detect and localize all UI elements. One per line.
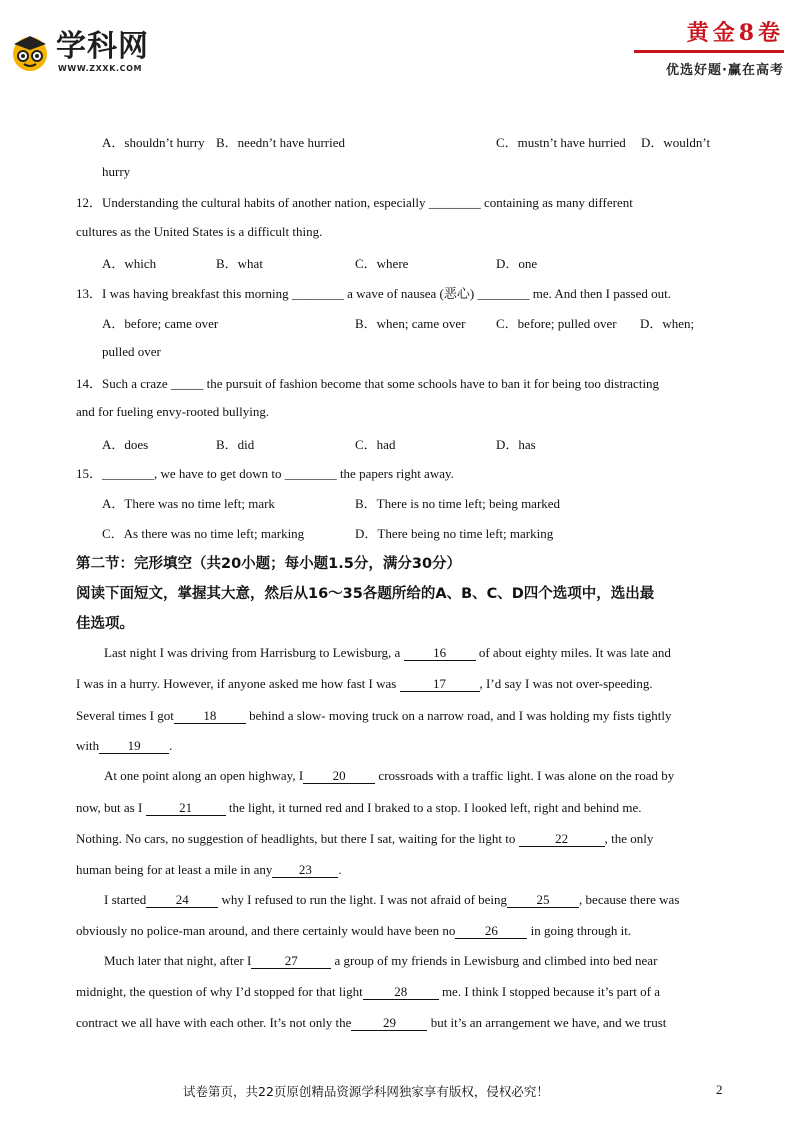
q11-option-d: D．wouldn’t <box>641 135 711 150</box>
blank-22: 22 <box>519 832 605 847</box>
passage-p2-line1: At one point along an open highway, I 20 crossroads with a traffic light. I was alone on the road by <box>104 768 675 783</box>
q11-option-d-cont: hurry <box>102 164 131 179</box>
blank-28: 28 <box>363 985 439 1000</box>
page-number: 2 <box>716 1082 723 1097</box>
q15-stem: 15．________, we have to get down to ________ the papers right away. <box>76 466 454 481</box>
q13-option-d-cont: pulled over <box>102 344 161 359</box>
blank-21: 21 <box>146 801 226 816</box>
blank-26: 26 <box>455 924 527 939</box>
q12-option-d: D．one <box>496 256 538 271</box>
q14-option-a: A．does <box>102 437 149 452</box>
q14-stem-line1: 14．Such a craze _____ the pursuit of fashion become that some schools have to ban it for being too distracting <box>76 376 660 391</box>
q12-option-c: C．where <box>355 256 409 271</box>
zxxk-logo <box>8 28 168 80</box>
q13-option-b: B．when; came over <box>355 316 466 331</box>
passage-p2-line2: now, but as I 21 the light, it turned red and I braked to a stop. I looked left, right and behind me. <box>76 800 642 815</box>
passage-p2-line4: human being for at least a mile in any 23 . <box>76 862 342 877</box>
q15-option-b: B．There is no time left; being marked <box>355 496 561 511</box>
footer-copyright: 试卷第页，共22页原创精品资源学科网独家享有版权，侵权必究！ <box>183 1084 549 1099</box>
passage-p2-line3: Nothing. No cars, no suggestion of headlights, but there I sat, waiting for the light to 22 , the only <box>76 831 654 846</box>
blank-19: 19 <box>99 739 169 754</box>
blank-23: 23 <box>272 863 338 878</box>
q12-option-b: B．what <box>216 256 263 271</box>
blank-27: 27 <box>251 954 331 969</box>
brand-title: 黄金8卷 <box>686 20 784 46</box>
passage-p4-line3: contract we all have with each other. It’s not only the 29 but it’s an arrangement we have, and we trust <box>76 1015 667 1030</box>
q13-option-a: A．before; came over <box>102 316 219 331</box>
q14-option-c: C．had <box>355 437 396 452</box>
brand-subtitle: 优选好题·赢在高考 <box>666 63 784 78</box>
passage-p4-line1: Much later that night, after I 27 a group of my friends in Lewisburg and climbed into bed near <box>104 953 658 968</box>
logo-text: 学科网 <box>56 29 149 64</box>
q11-option-a: A．shouldn’t hurry <box>102 135 205 150</box>
blank-17: 17 <box>400 677 480 692</box>
blank-29: 29 <box>351 1016 427 1031</box>
q15-option-a: A．There was no time left; mark <box>102 496 275 511</box>
blank-18: 18 <box>174 709 246 724</box>
passage-p4-line2: midnight, the question of why I’d stopped for that light 28 me. I think I stopped because it’s part of a <box>76 984 660 999</box>
q15-option-d: D．There being no time left; marking <box>355 526 554 541</box>
passage-p1-line4: with 19 . <box>76 738 173 753</box>
q15-option-c: C．As there was no time left; marking <box>102 526 305 541</box>
section2-instruction-line2: 佳选项。 <box>76 616 134 632</box>
passage-p1-line1: Last night I was driving from Harrisburg to Lewisburg, a 16 of about eighty miles. It was late and <box>104 645 671 660</box>
q12-stem-line1: 12．Understanding the cultural habits of another nation, especially ________ containing as many different <box>76 195 633 210</box>
q12-stem-line2: cultures as the United States is a difficult thing. <box>76 224 323 239</box>
q13-stem: 13．I was having breakfast this morning ________ a wave of nausea (恶心) ________ me. And then I passed out. <box>76 286 671 301</box>
q12-option-a: A．which <box>102 256 157 271</box>
brand-block <box>634 18 784 78</box>
blank-20: 20 <box>303 769 375 784</box>
section2-instruction-line1: 阅读下面短文，掌握其大意，然后从16～35各题所给的A、B、C、D四个选项中，选出最 <box>76 586 655 602</box>
q13-option-c: C．before; pulled over <box>496 316 617 331</box>
blank-24: 24 <box>146 893 218 908</box>
q13-option-d: D．when; <box>640 316 695 331</box>
q11-option-c: C．mustn’t have hurried <box>496 135 626 150</box>
q11-option-b: B．needn’t have hurried <box>216 135 345 150</box>
passage-p1-line2: I was in a hurry. However, if anyone asked me how fast I was 17 , I’d say I was not over-speeding. <box>76 676 653 691</box>
q14-option-d: D．has <box>496 437 536 452</box>
blank-16: 16 <box>404 646 476 661</box>
passage-p1-line3: Several times I got 18 behind a slow- moving truck on a narrow road, and I was holding my fists tightly <box>76 708 672 723</box>
logo-url: WWW.ZXXK.COM <box>58 64 143 73</box>
q14-option-b: B．did <box>216 437 255 452</box>
blank-25: 25 <box>507 893 579 908</box>
brand-divider <box>634 50 784 53</box>
section2-title: 第二节：完形填空（共20小题；每小题1.5分，满分30分） <box>76 556 462 572</box>
passage-p3-line2: obviously no police-man around, and there certainly would have been no 26 in going through it. <box>76 923 632 938</box>
q14-stem-line2: and for fueling envy-rooted bullying. <box>76 404 270 419</box>
passage-p3-line1: I started 24 why I refused to run the light. I was not afraid of being 25 , because there was <box>104 892 680 907</box>
mascot-icon <box>10 32 50 72</box>
